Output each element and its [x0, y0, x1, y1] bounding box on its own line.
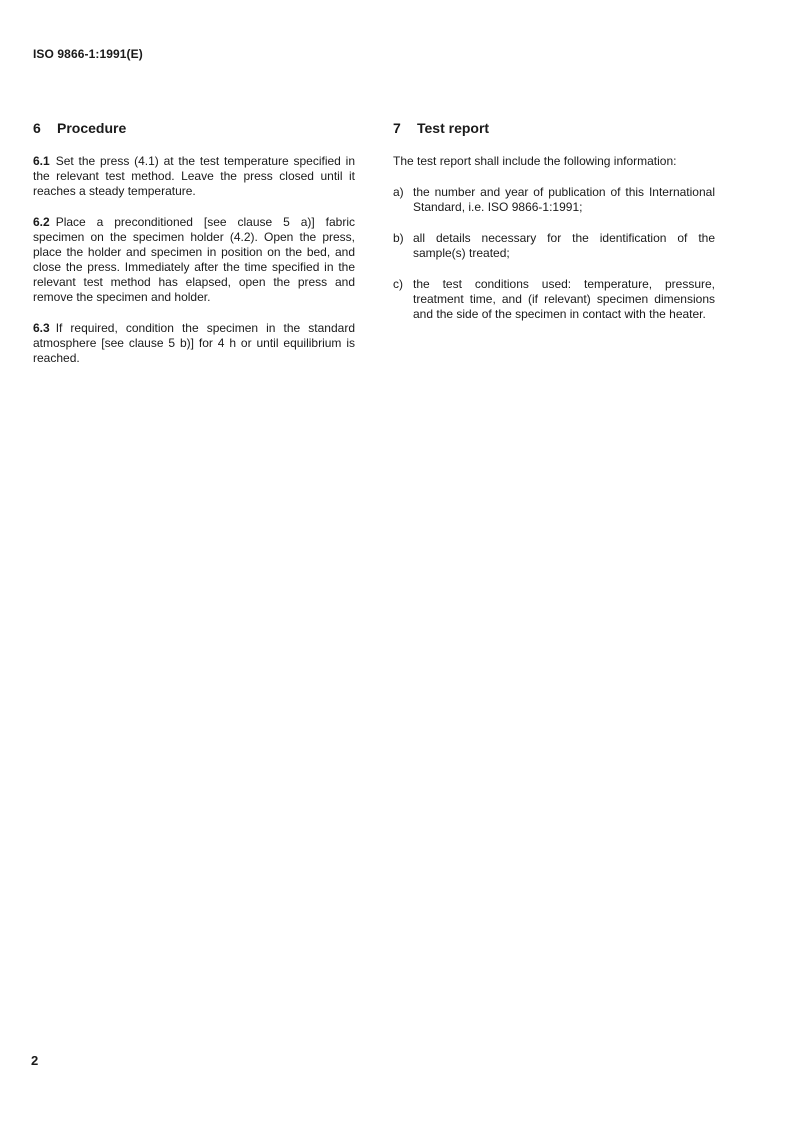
clause-6-3 — [33, 321, 355, 366]
list-item — [393, 185, 715, 215]
clause-text: If required, condition the specimen in the standard atmosphere [see clause 5 b)] for 4 h or until equilibrium is reached. — [33, 321, 355, 365]
section-title: Procedure — [57, 120, 127, 136]
page-number: 2 — [31, 1053, 39, 1068]
list-item — [393, 231, 715, 261]
section-heading-test-report — [393, 118, 715, 138]
section-test-report — [393, 118, 715, 338]
section-title: Test report — [417, 120, 490, 136]
list-item-text: all details necessary for the identification of the sample(s) treated; — [413, 231, 715, 260]
section-number: 7 — [393, 120, 401, 136]
clause-6-2 — [33, 215, 355, 305]
test-report-intro: The test report shall include the following information: — [393, 154, 677, 168]
clause-6-1 — [33, 154, 355, 199]
clause-text: Place a preconditioned [see clause 5 a)] fabric specimen on the specimen holder (4.2). Open the press, place the holder and specimen in position on the bed, and close the press. Immediately after the time specified in the relevant test method has elapsed, open the press and remove the specimen and holder. — [33, 215, 355, 304]
clause-number: 6.2 — [33, 215, 50, 229]
section-number: 6 — [33, 120, 41, 136]
list-item-text: the test conditions used: temperature, pressure, treatment time, and (if relevant) specimen dimensions and the side of the specimen in contact with the heater. — [413, 277, 715, 321]
clause-number: 6.1 — [33, 154, 50, 168]
list-marker: c) — [393, 277, 403, 291]
list-marker: a) — [393, 185, 404, 199]
list-item-text: the number and year of publication of this International Standard, i.e. ISO 9866-1:1991; — [413, 185, 715, 214]
list-marker: b) — [393, 231, 404, 245]
section-procedure — [33, 118, 355, 382]
clause-text: Set the press (4.1) at the test temperature specified in the relevant test method. Leave the press closed until it reaches a steady temperature. — [33, 154, 355, 198]
document-id-header: ISO 9866-1:1991(E) — [33, 47, 143, 61]
section-heading-procedure — [33, 118, 355, 138]
test-report-list — [393, 185, 715, 322]
list-item — [393, 277, 715, 322]
clause-number: 6.3 — [33, 321, 50, 335]
